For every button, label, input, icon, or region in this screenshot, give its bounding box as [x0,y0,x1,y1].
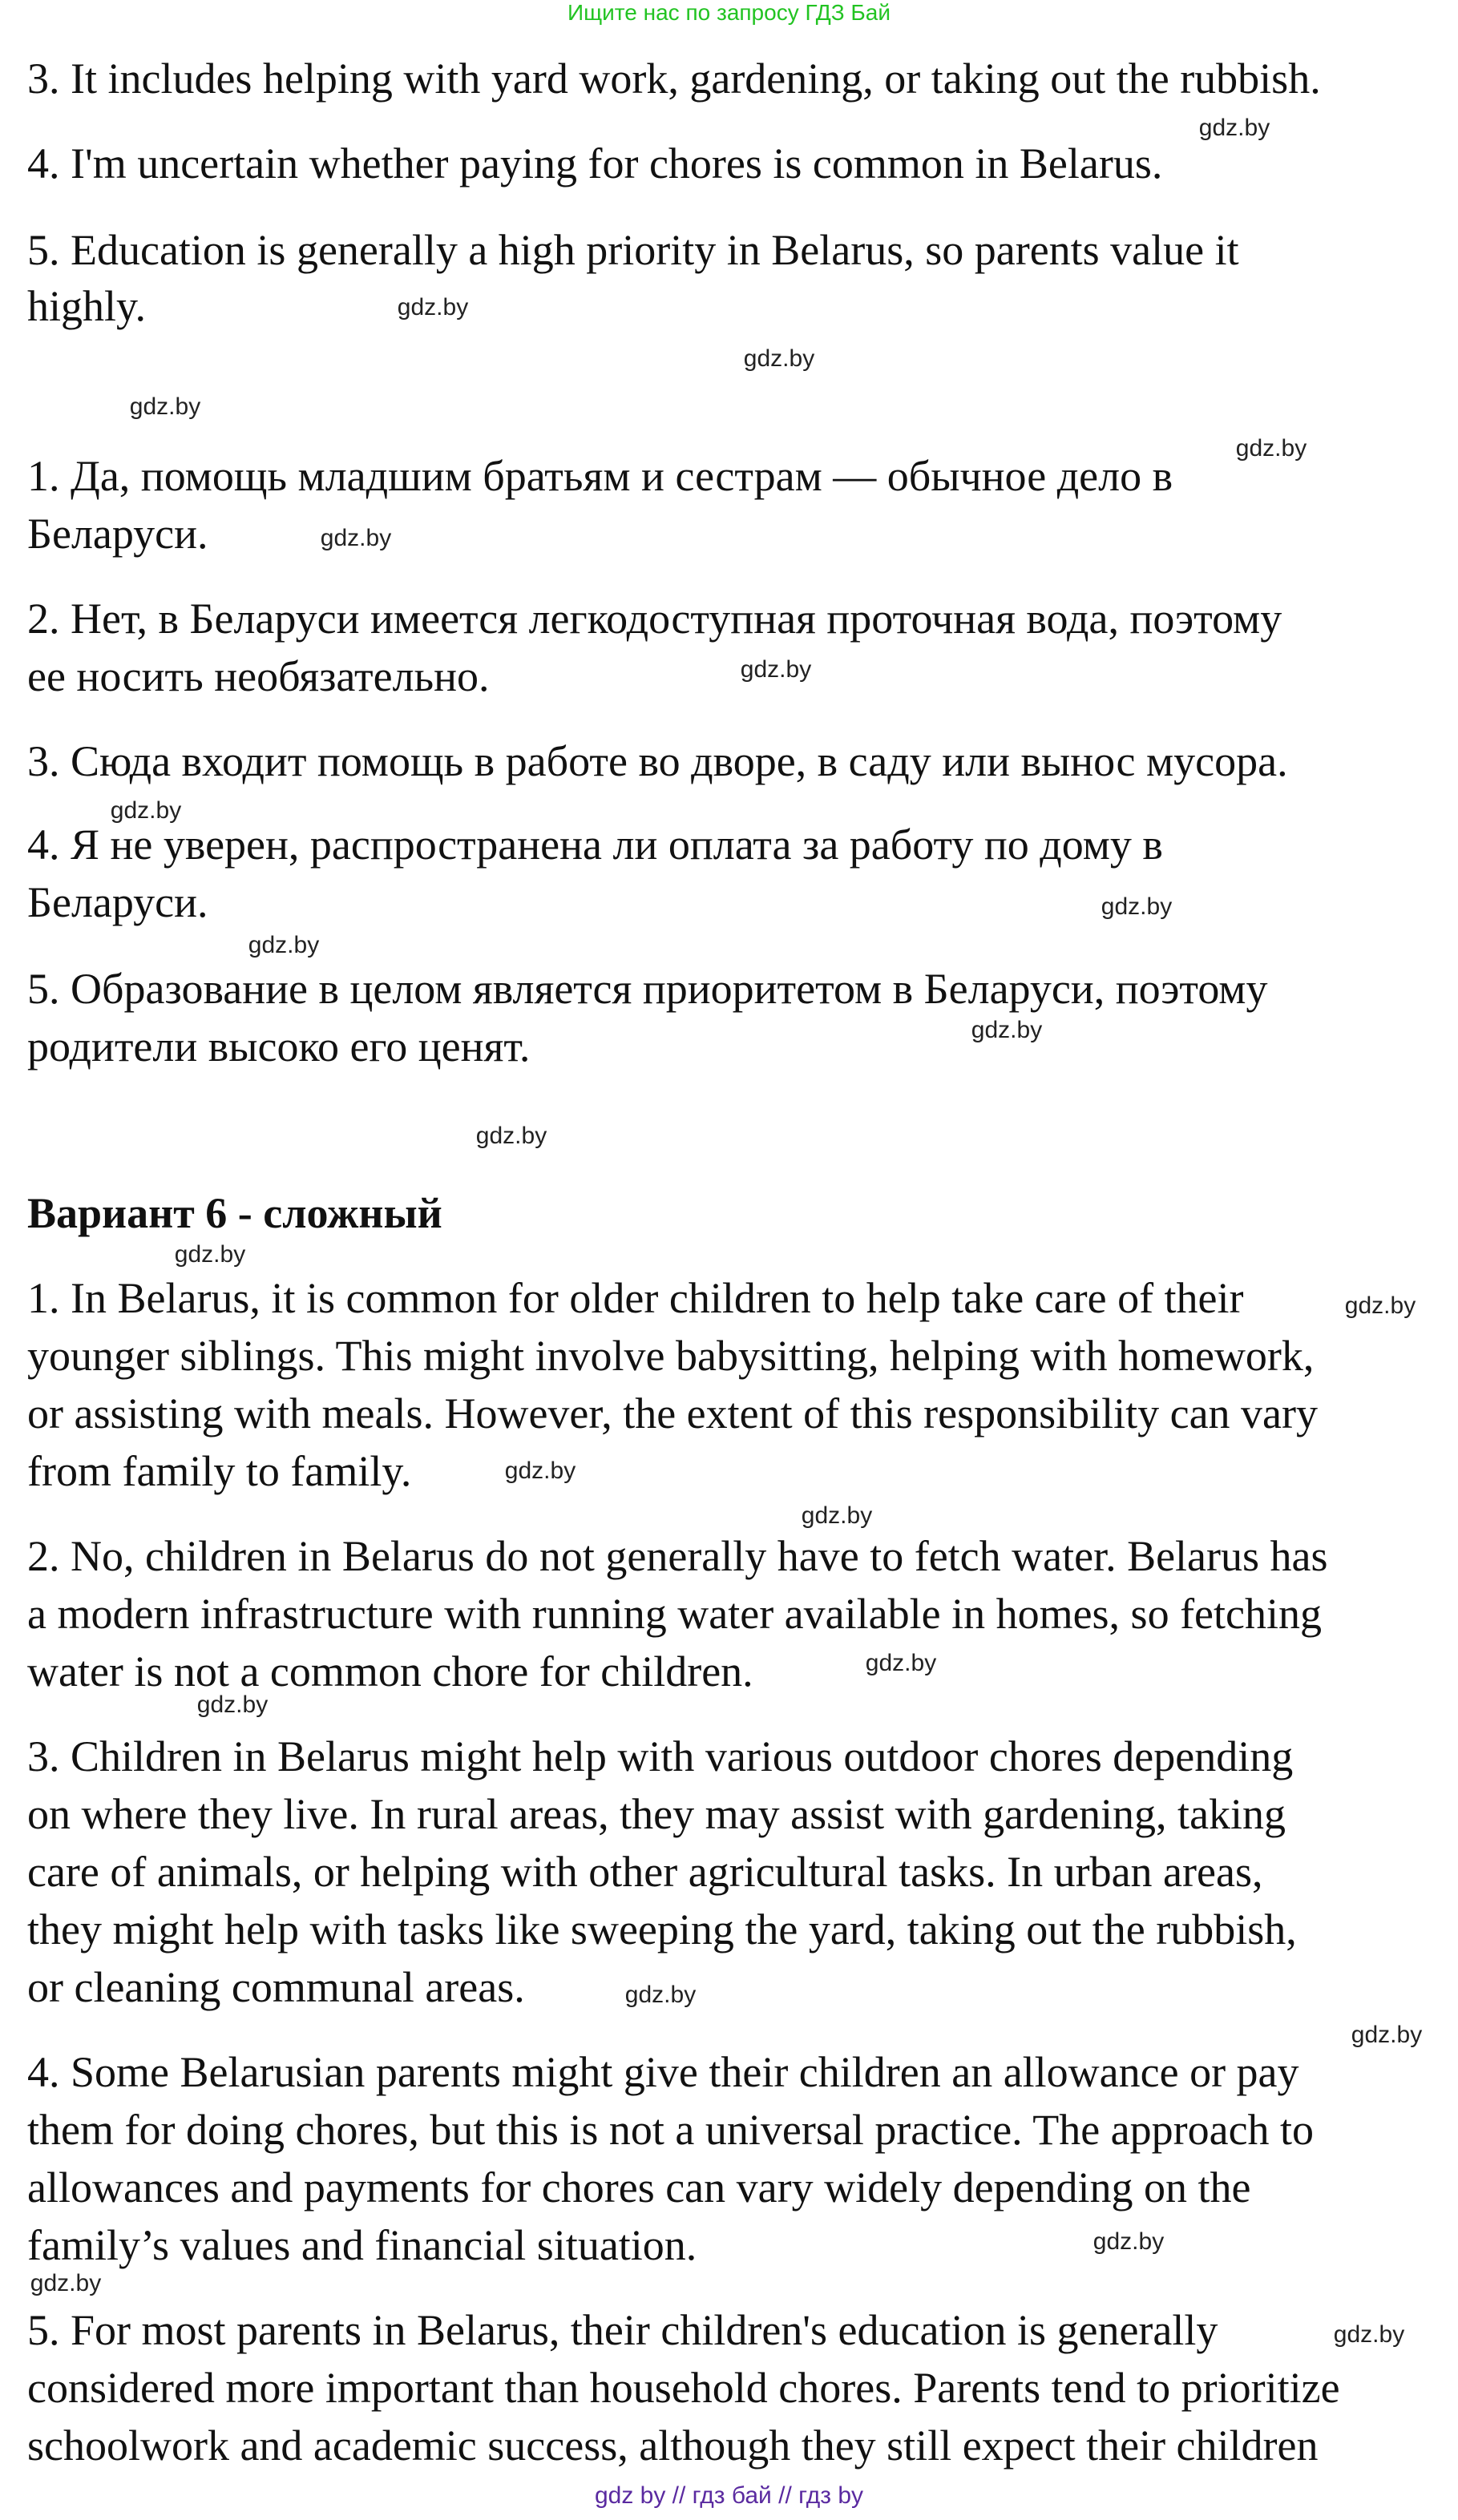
text-line: allowances and payments for chores can vary widely depending on the [27,2163,1251,2212]
text-line: 4. Some Belarusian parents might give their children an allowance or pay [27,2048,1299,2096]
watermark: gdz.by [1101,893,1173,920]
top-banner: Ищите нас по запросу ГДЗ Бай [567,0,891,25]
watermark: gdz.by [624,1982,697,2008]
watermark: gdz.by [1344,1292,1416,1319]
watermark: gdz.by [320,525,392,551]
watermark: gdz.by [30,2270,102,2296]
text-line: Беларуси. [27,510,208,558]
watermark: gdz.by [740,656,812,683]
section-heading: Вариант 6 - сложный [27,1189,442,1237]
text-line: 4. I'm uncertain whether paying for chores is common in Belarus. [27,139,1163,187]
text-line: they might help with tasks like sweeping the yard, taking out the rubbish, [27,1905,1297,1954]
watermark: gdz.by [397,294,469,321]
watermark: gdz.by [174,1241,246,1268]
watermark: gdz.by [196,1691,269,1718]
text-line: 2. No, children in Belarus do not generally have to fetch water. Belarus has [27,1532,1328,1580]
text-line: water is not a common chore for children. [27,1647,753,1695]
text-line: Беларуси. [27,878,208,926]
text-line: родители высоко его ценят. [27,1022,531,1070]
watermark: gdz.by [1333,2321,1405,2348]
watermark: gdz.by [1092,2228,1165,2255]
watermark: gdz.by [1235,435,1307,462]
text-line: them for doing chores, but this is not a universal practice. The approach to [27,2106,1315,2154]
text-line: highly. [27,282,146,330]
text-line: 3. Children in Belarus might help with various outdoor chores depending [27,1732,1294,1780]
watermark: gdz.by [475,1123,547,1149]
watermark: gdz.by [504,1458,576,1484]
text-line: a modern infrastructure with running water available in homes, so fetching [27,1590,1322,1638]
watermark: gdz.by [129,393,201,420]
watermark: gdz.by [801,1502,873,1529]
text-line: 5. Education is generally a high priority in Belarus, so parents value it [27,226,1239,274]
text-line: ее носить необязательно. [27,652,490,700]
text-line: younger siblings. This might involve babysitting, helping with homework, [27,1332,1315,1380]
text-line: 1. In Belarus, it is common for older children to help take care of their [27,1274,1244,1322]
watermark: gdz.by [110,797,182,824]
text-line: family’s values and financial situation. [27,2221,697,2269]
text-line: care of animals, or helping with other agricultural tasks. In urban areas, [27,1848,1263,1896]
watermark: gdz.by [865,1650,937,1676]
text-line: from family to family. [27,1447,412,1495]
text-line: 2. Нет, в Беларуси имеется легкодоступная проточная вода, поэтому [27,595,1282,643]
watermark: gdz.by [1351,2022,1423,2048]
text-line: 3. It includes helping with yard work, gardening, or taking out the rubbish. [27,54,1321,103]
text-line: or cleaning communal areas. [27,1963,525,2011]
text-line: 5. Образование в целом является приоритетом в Беларуси, поэтому [27,965,1268,1013]
text-line: 3. Сюда входит помощь в работе во дворе, в саду или вынос мусора. [27,737,1288,785]
watermark: gdz.by [248,932,320,958]
footer-banner: gdz by // гдз бай // гдз by [594,2482,864,2509]
watermark: gdz.by [743,345,815,372]
text-line: considered more important than household chores. Parents tend to prioritize [27,2364,1340,2412]
text-line: 4. Я не уверен, распространена ли оплата за работу по дому в [27,821,1163,869]
text-line: on where they live. In rural areas, they may assist with gardening, taking [27,1790,1286,1838]
watermark: gdz.by [971,1017,1043,1043]
text-line: 1. Да, помощь младшим братьям и сестрам — обычное дело в [27,452,1173,500]
text-line: schoolwork and academic success, although they still expect their children [27,2421,1319,2470]
text-line: or assisting with meals. However, the extent of this responsibility can vary [27,1389,1319,1437]
text-line: 5. For most parents in Belarus, their children's education is generally [27,2306,1218,2354]
watermark: gdz.by [1198,115,1270,141]
